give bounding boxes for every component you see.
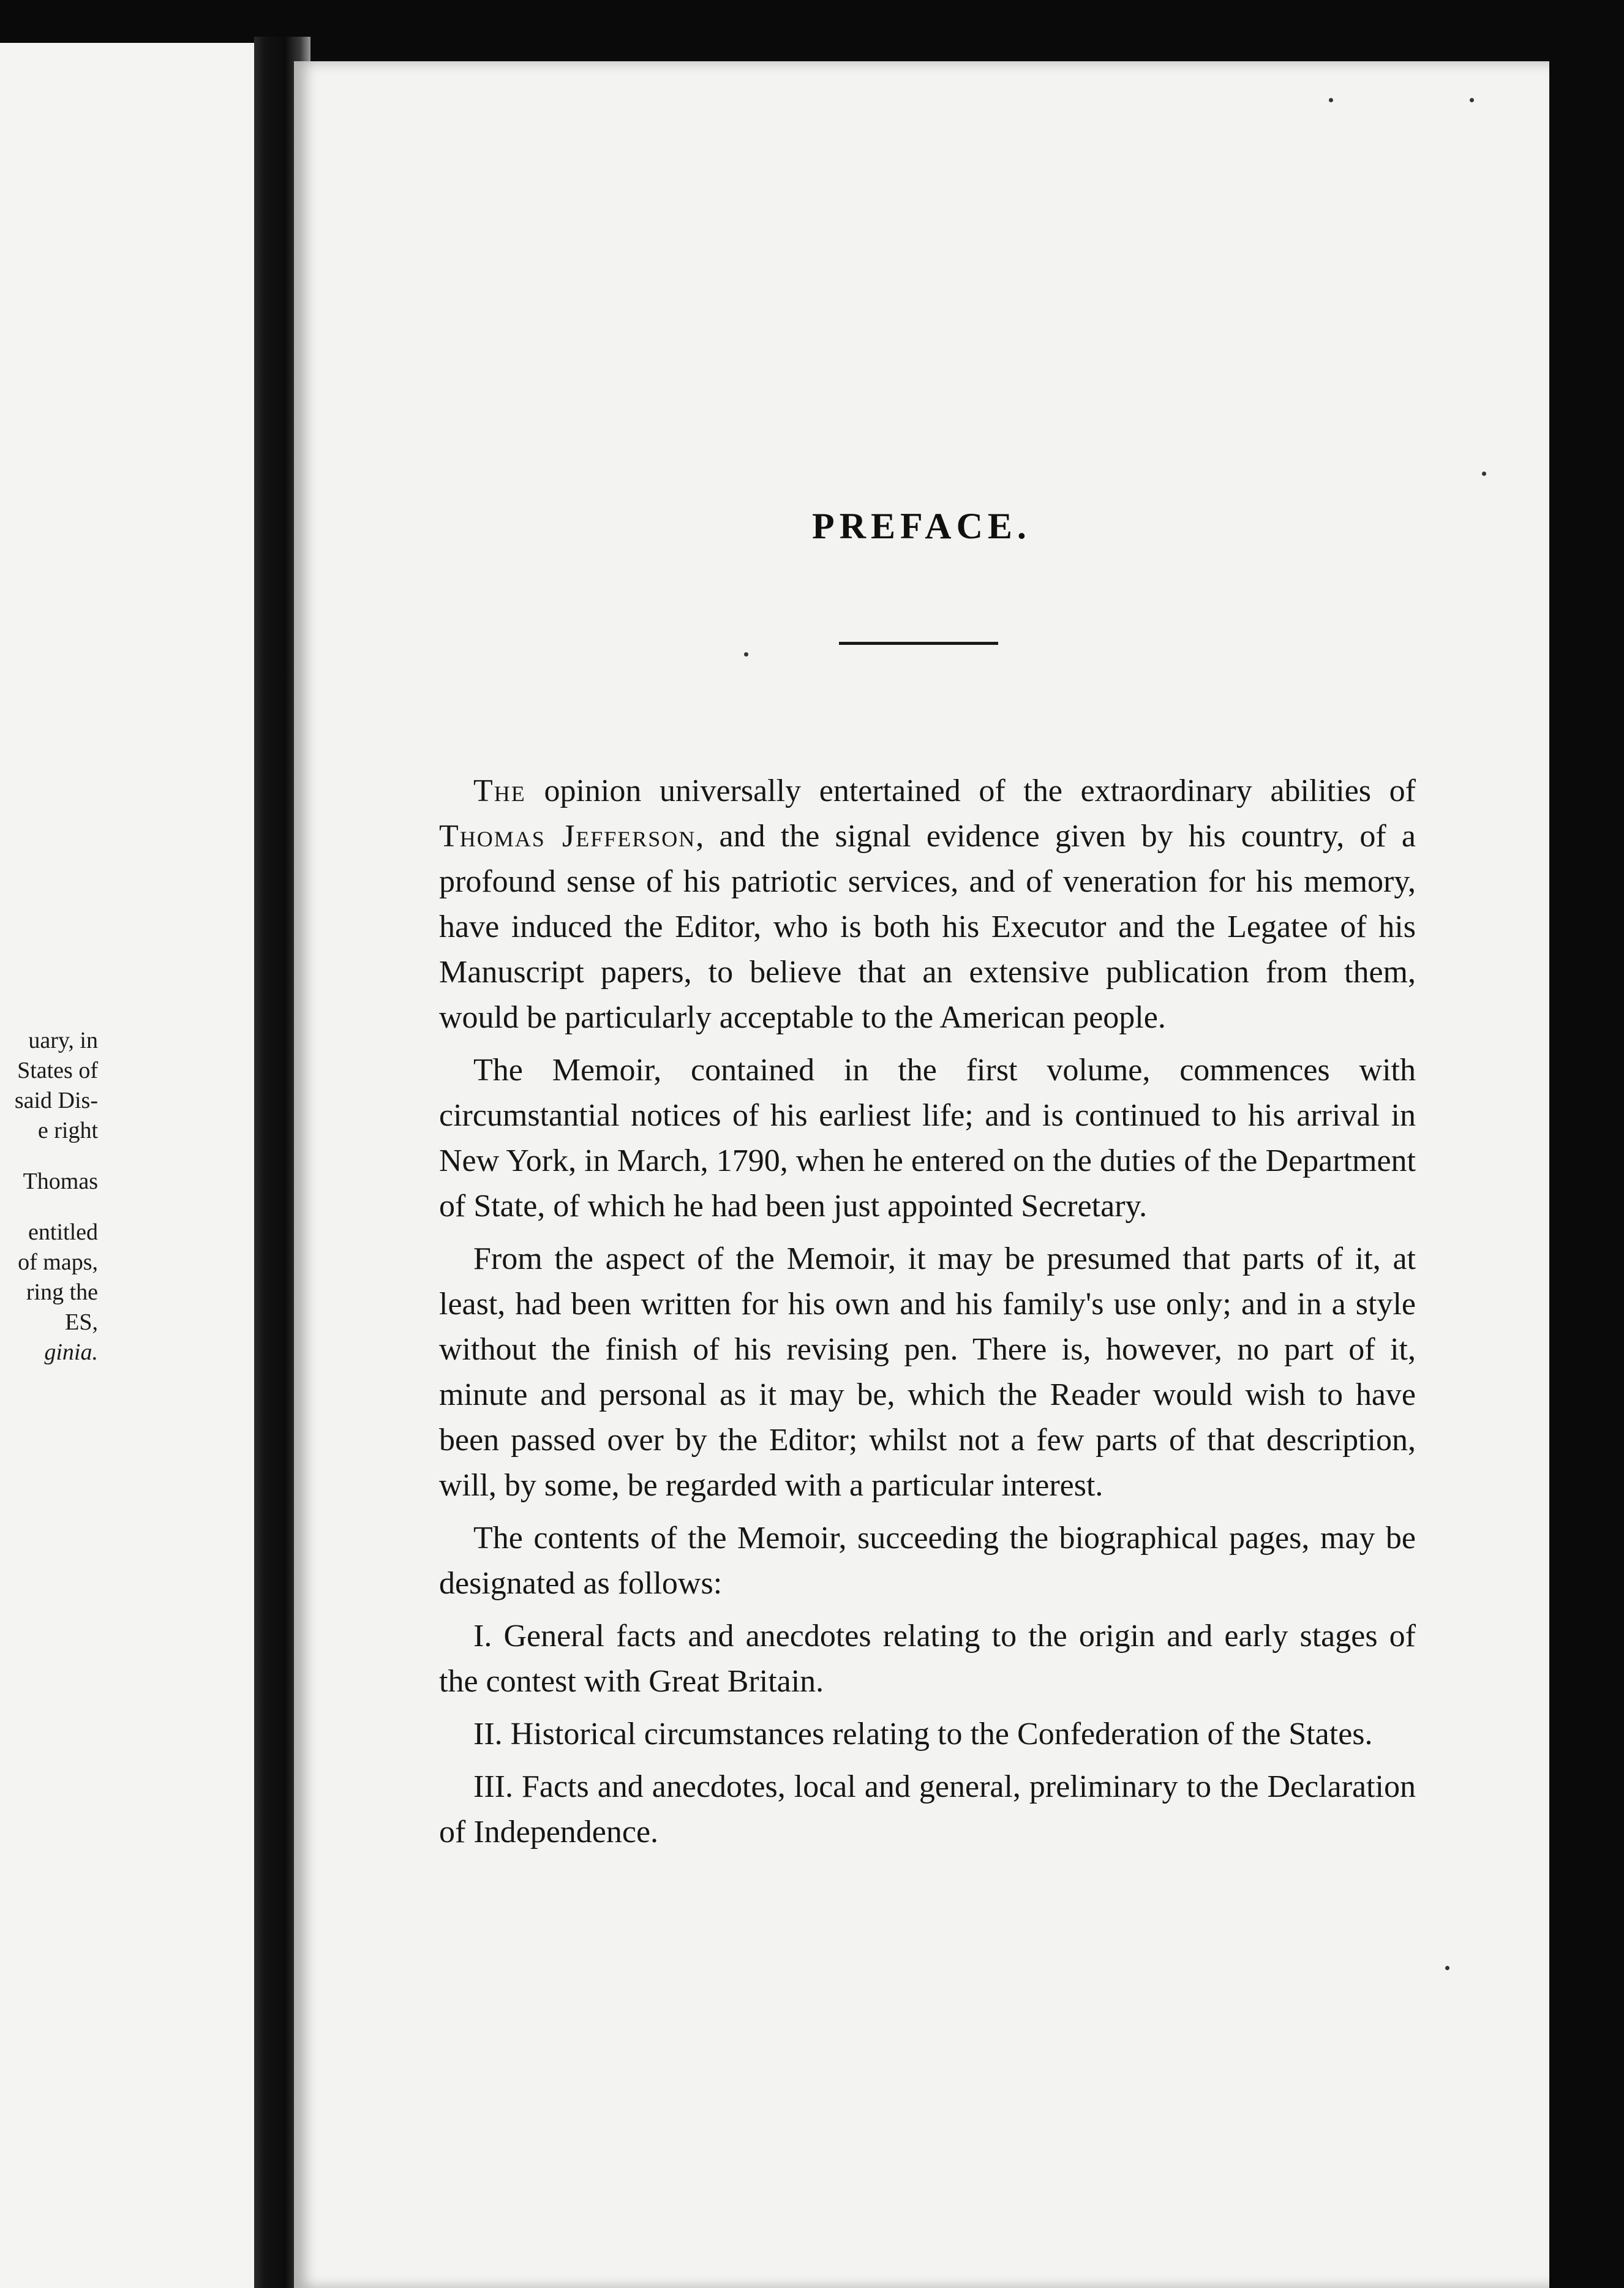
paragraph-5: I. General facts and anecdotes relating to the origin and early stages of the contest with Great Britain. xyxy=(439,1619,1416,1699)
left-fragment-line: ginia. xyxy=(44,1339,98,1365)
right-page xyxy=(294,61,1549,2288)
speck xyxy=(1445,1966,1449,1970)
fragment-gap xyxy=(0,1197,98,1217)
jefferson-name: Thomas Jefferson xyxy=(439,819,696,854)
paragraph-7: III. Facts and anecdotes, local and general, preliminary to the Declaration of Independence. xyxy=(439,1769,1416,1850)
left-fragment-line: said Dis- xyxy=(14,1088,98,1113)
preface-body xyxy=(439,769,1416,1862)
scan-frame-right xyxy=(1551,0,1624,2288)
lead-word: The xyxy=(473,773,526,808)
paragraph-2: The Memoir, contained in the first volume, commences with circumstantial notices of his earliest life; and is continued to his arrival in New York, in March, 1790, when he entered on the duties of the Department of State, of which he had been just appointed Secretary. xyxy=(439,1053,1416,1224)
left-page-text-fragments xyxy=(0,1026,98,1368)
left-fragment-line: uary, in xyxy=(28,1028,98,1053)
left-page xyxy=(0,43,254,2288)
paragraph-1-text-a: opinion universally entertained of the extraordinary abilities of xyxy=(525,773,1416,808)
left-fragment-line: ring the xyxy=(26,1279,98,1305)
paragraph-1-text-b: , and the signal evidence given by his country, of a profound sense of his patriotic services, and of veneration for his memory, have induced the Editor, who is both his Executor and the Legatee of his Manuscript papers, to believe that an extensive publication from them, would be particularly acceptable to the American people. xyxy=(439,819,1416,1035)
paragraph-6: II. Historical circumstances relating to the Confederation of the States. xyxy=(473,1717,1373,1752)
left-fragment-line: Thomas xyxy=(23,1168,98,1194)
left-fragment-line: States of xyxy=(17,1058,98,1083)
left-fragment-line: entitled xyxy=(28,1219,98,1245)
speck xyxy=(1482,472,1486,476)
title-rule xyxy=(839,642,998,645)
fragment-gap xyxy=(0,1146,98,1167)
left-fragment-line: ES, xyxy=(65,1309,98,1335)
left-fragment-line: e right xyxy=(37,1118,98,1143)
paragraph-4: The contents of the Memoir, succeeding the biographical pages, may be designated as follows: xyxy=(439,1521,1416,1601)
left-fragment-line: of maps, xyxy=(18,1249,98,1275)
speck xyxy=(1329,98,1333,102)
speck xyxy=(1470,98,1474,102)
paragraph-1 xyxy=(439,769,1416,1041)
paragraph-3: From the aspect of the Memoir, it may be presumed that parts of it, at least, had been written for his own and his family's use only; and in a style without the finish of his revising pen. There is, however, no part of it, minute and personal as it may be, which the Reader would wish to have been passed over by the Editor; whilst not a few parts of that description, will, by some, be regarded with a particular interest. xyxy=(439,1241,1416,1503)
page-title: PREFACE. xyxy=(812,506,1031,546)
speck xyxy=(744,652,748,657)
